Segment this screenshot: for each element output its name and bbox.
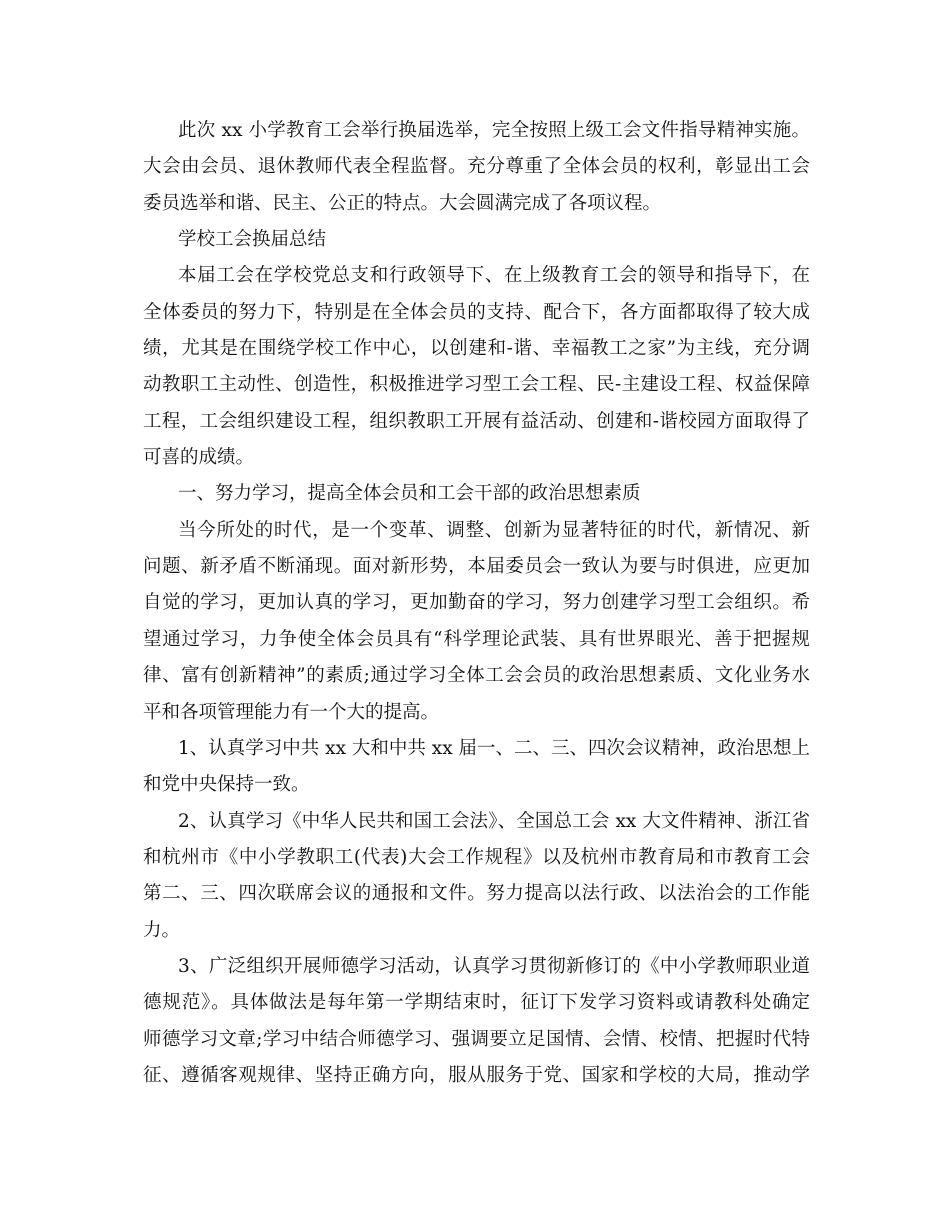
text-line: 绩，尤其是在围绕学校工作中心，以创建和-谐、幸福教工之家”为主线，充分调 xyxy=(143,338,810,360)
paragraph xyxy=(143,513,810,731)
text-line: 本届工会在学校党总支和行政领导下、在上级教育工会的领导和指导下，在 xyxy=(178,265,810,287)
text-line: 2、认真学习《中华人民共和国工会法》、全国总工会 xx 大文件精神、浙江省 xyxy=(178,810,810,832)
text-line: 力。 xyxy=(143,919,181,941)
text-line: 当今所处的时代，是一个变革、调整、创新为显著特征的时代，新情况、新 xyxy=(178,519,810,541)
text-line: 和党中央保持一致。 xyxy=(143,774,310,796)
text-line: 工程，工会组织建设工程，组织教职工开展有益活动、创建和-谐校园方面取得了 xyxy=(143,410,810,432)
paragraph xyxy=(143,258,810,476)
paragraph xyxy=(143,222,810,258)
text-line: 大会由会员、退休教师代表全程监督。充分尊重了全体会员的权利，彰显出工会 xyxy=(143,156,810,178)
paragraph xyxy=(143,731,810,804)
text-line: 问题、新矛盾不断涌现。面对新形势，本届委员会一致认为要与时俱进，应更加 xyxy=(143,556,810,578)
text-line: 一、努力学习，提高全体会员和工会干部的政治思想素质 xyxy=(178,483,641,505)
text-line: 此次 xx 小学教育工会举行换届选举，完全按照上级工会文件指导精神实施。 xyxy=(178,120,810,141)
paragraph xyxy=(143,113,810,222)
text-line: 第二、三、四次联席会议的通报和文件。努力提高以法行政、以法治会的工作能 xyxy=(143,883,810,905)
paragraph xyxy=(143,804,810,949)
text-line: 学校工会换届总结 xyxy=(178,229,327,251)
text-line: 和杭州市《中小学教职工(代表)大会工作规程》以及杭州市教育局和市教育工会 xyxy=(143,846,810,868)
text-line: 律、富有创新精神”的素质;通过学习全体工会会员的政治思想素质、文化业务水 xyxy=(143,665,810,687)
text-line: 动教职工主动性、创造性，积极推进学习型工会工程、民-主建设工程、权益保障 xyxy=(143,374,810,396)
text-line: 望通过学习，力争使全体会员具有“科学理论武装、具有世界眼光、善于把握规 xyxy=(143,628,810,650)
paragraph xyxy=(143,949,810,1094)
text-line: 自觉的学习，更加认真的学习，更加勤奋的学习，努力创建学习型工会组织。希 xyxy=(143,592,810,614)
text-line: 征、遵循客观规律、坚持正确方向，服从服务于党、国家和学校的大局，推动学 xyxy=(143,1064,810,1086)
text-line: 可喜的成绩。 xyxy=(143,447,255,469)
text-line: 3、广泛组织开展师德学习活动，认真学习贯彻新修订的《中小学教师职业道 xyxy=(178,955,810,977)
paragraph xyxy=(143,476,810,512)
text-line: 德规范》。具体做法是每年第一学期结束时，征订下发学习资料或请教科处确定 xyxy=(143,992,810,1014)
text-line: 委员选举和谐、民主、公正的特点。大会圆满完成了各项议程。 xyxy=(143,192,662,214)
text-line: 师德学习文章;学习中结合师德学习、强调要立足国情、会情、校情、把握时代特 xyxy=(143,1028,810,1050)
text-line: 全体委员的努力下，特别是在全体会员的支持、配合下，各方面都取得了较大成 xyxy=(143,301,810,323)
document-body xyxy=(143,113,810,1094)
text-line: 1、认真学习中共 xx 大和中共 xx 届一、二、三、四次会议精神，政治思想上 xyxy=(178,737,810,759)
text-line: 平和各项管理能力有一个大的提高。 xyxy=(143,701,440,723)
